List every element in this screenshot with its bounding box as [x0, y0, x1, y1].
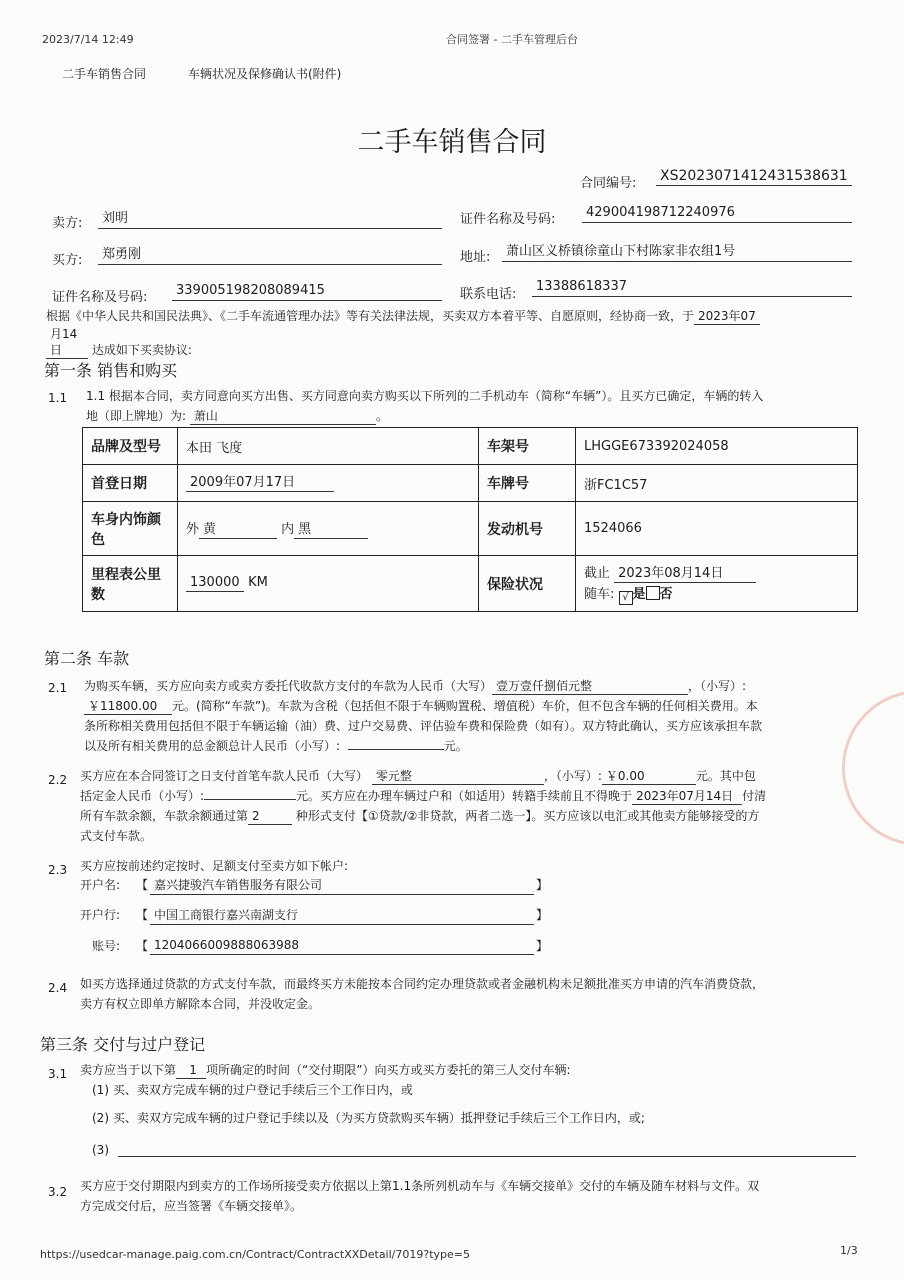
clause-3-1-item-3: (3): [92, 1143, 109, 1157]
engine-value: 1524066: [576, 502, 858, 556]
account-no-value: 1204066009888063988: [150, 936, 534, 955]
insurance-deadline-label: 截止: [584, 566, 611, 581]
account-no-lbracket: 【: [136, 939, 149, 953]
plate-value: 浙FC1C57: [576, 465, 858, 502]
bank-rbracket: 】: [536, 908, 549, 922]
clause-3-2-number: 3.2: [48, 1185, 68, 1199]
document-title: 二手车销售合同: [357, 127, 547, 158]
clause-1-1-text: 1.1 根据本合同，卖方同意向买方出售、买方同意向卖方购买以下所列的二手机动车（简称“车辆”）。且买方已确定，车辆的转入 地（即上牌地）为: 萧山 。: [86, 389, 764, 423]
page-number: 1/3: [840, 1244, 858, 1257]
brand-value: 本田 飞度: [178, 428, 479, 465]
phone-label: 联系电话:: [460, 287, 517, 302]
clause-3-1-item-1: (1) 买、卖双方完成车辆的过户登记手续后三个工作日内，或: [92, 1083, 413, 1097]
clause-2-4-text: 如买方选择通过贷款的方式支付车款，而最终买方未能按本合同约定办理贷款或者金融机构未足额批准买方申请的汽车消费贷款， 卖方有权立即单方解除本合同，并没收定金。: [80, 977, 765, 1011]
clause-2-2-text: 买方应在本合同签订之日支付首笔车款人民币（大写） 零元整 ，（小写）: ￥0.00 元。其中包 括定金人民币（小写）: 元。买方应在办理车辆过户和（如适用）转籍手续前且不得晚于 2023年07月14日 付清 所有车款余额，车款余额通过第 2 种形式支付【①贷款/②非贷款，两者二选一】。买方应该以电汇或其他卖方能够接受的方 式支付车款。: [80, 769, 767, 843]
print-datetime: 2023/7/14 12:49: [42, 33, 134, 46]
clause-3-1-text: 卖方应当于以下第 1 项所确定的时间（“交付期限”）向买方或买方委托的第三人交付车辆:: [80, 1063, 571, 1077]
phone-value: 13388618337: [532, 278, 852, 297]
account-no-rbracket: 】: [536, 939, 549, 953]
with-car-label: 随车:: [584, 587, 615, 602]
account-name-lbracket: 【: [136, 878, 149, 892]
vehicle-table: [82, 427, 858, 612]
section-2-title: 第二条 车款: [44, 649, 130, 668]
exterior-label: 外: [186, 522, 200, 537]
contract-no-label: 合同编号:: [580, 176, 637, 191]
item-3-blank-line: [118, 1156, 856, 1157]
clause-1-1-number: 1.1: [48, 391, 68, 405]
buyer-id-value: 339005198208089415: [172, 282, 442, 301]
account-name-value: 嘉兴捷骏汽车销售服务有限公司: [150, 876, 534, 895]
footer-url[interactable]: https://usedcar-manage.paig.com.cn/Contract/ContractXXDetail/7019?type=5: [40, 1248, 470, 1261]
seller-id-value: 429004198712240976: [582, 204, 852, 223]
reg-date-value: 2009年07月17日: [186, 475, 334, 492]
checkbox-no[interactable]: [646, 586, 660, 600]
engine-label: 发动机号: [479, 502, 576, 556]
plate-label: 车牌号: [479, 465, 576, 502]
insurance-deadline: 2023年08月14日: [614, 566, 756, 583]
seller-label: 卖方:: [52, 216, 83, 231]
brand-label: 品牌及型号: [83, 428, 178, 465]
section-3-title: 第三条 交付与过户登记: [40, 1035, 206, 1054]
reg-date-label: 首登日期: [83, 465, 178, 502]
bank-lbracket: 【: [136, 908, 149, 922]
clause-3-1-number: 3.1: [48, 1067, 68, 1081]
tab-vehicle-condition[interactable]: 车辆状况及保修确认书(附件): [188, 67, 342, 81]
bank-label: 开户行:: [80, 908, 121, 922]
mileage-label: 里程表公里数: [83, 556, 178, 612]
insurance-label: 保险状况: [479, 556, 576, 612]
clause-2-3-text: 买方应按前述约定按时、足额支付至卖方如下帐户:: [80, 859, 349, 873]
section-1-title: 第一条 销售和购买: [44, 361, 178, 380]
intro-paragraph: 根据《中华人民共和国民法典》、《二手车流通管理办法》等有关法律法规，买卖双方本着平等、自愿原则，经协商一致，于 2023年07 月14日 达成如下买卖协议:: [46, 306, 862, 360]
clause-3-2-text: 买方应于交付期限内到卖方的工作场所接受卖方依据以上第1.1条所列机动车与《车辆交接单》交付的车辆及随车材料与文件。双 方完成交付后，应当签署《车辆交接单》。: [80, 1179, 760, 1213]
tab-sales-contract[interactable]: 二手车销售合同: [62, 67, 147, 81]
print-page-title: 合同签署 - 二手车管理后台: [446, 33, 578, 46]
address-value: 萧山区义桥镇徐童山下村陈家非农组1号: [502, 243, 852, 262]
clause-2-2-number: 2.2: [48, 773, 68, 787]
no-label: 否: [659, 587, 673, 602]
checkbox-yes[interactable]: √: [619, 591, 633, 605]
interior-color: 黑: [294, 522, 368, 539]
bank-value: 中国工商银行嘉兴南湖支行: [150, 906, 534, 925]
buyer-label: 买方:: [52, 253, 83, 268]
vin-value: LHGGE673392024058: [576, 428, 858, 465]
clause-2-1-text: 为购买车辆，买方应向卖方或卖方委托代收款方支付的车款为人民币（大写） 壹万壹仟捌佰元整 ，（小写）: ￥11800.00 元。(简称“车款”)。车款为含税（包括但不限于车辆购置税、增值税）车价，但不包含车辆的任何相关费用。本 条所称相关费用包括但不限于车辆运输（油）费、过户交易费、评估验车费和保险费（如有）。双方特此确认，买方应该承担车款 以及所有相关费用的总金额总计人民币（小写）: 元。: [84, 679, 763, 753]
address-label: 地址:: [460, 250, 491, 265]
account-no-label: 账号:: [92, 939, 121, 953]
mileage-value: 130000: [186, 575, 244, 592]
seller-name: 刘明: [98, 210, 442, 229]
clause-2-3-number: 2.3: [48, 863, 68, 877]
seller-id-label: 证件名称及号码:: [460, 212, 556, 227]
clause-3-1-item-2: (2) 买、卖双方完成车辆的过户登记手续以及（为买方贷款购买车辆）抵押登记手续后三个工作日内，或;: [92, 1111, 645, 1125]
clause-2-4-number: 2.4: [48, 981, 68, 995]
yes-label: 是: [632, 587, 646, 602]
clause-2-1-number: 2.1: [48, 681, 68, 695]
mileage-unit: KM: [248, 575, 268, 590]
vin-label: 车架号: [479, 428, 576, 465]
exterior-color: 黄: [199, 522, 277, 539]
buyer-id-label: 证件名称及号码:: [52, 290, 148, 305]
buyer-name: 郑勇刚: [98, 246, 442, 265]
interior-label: 内: [281, 522, 295, 537]
contract-no-value: XS2023071412431538631: [656, 167, 852, 186]
color-label: 车身内饰颜色: [83, 502, 178, 556]
account-name-label: 开户名:: [80, 878, 121, 892]
account-name-rbracket: 】: [536, 878, 549, 892]
